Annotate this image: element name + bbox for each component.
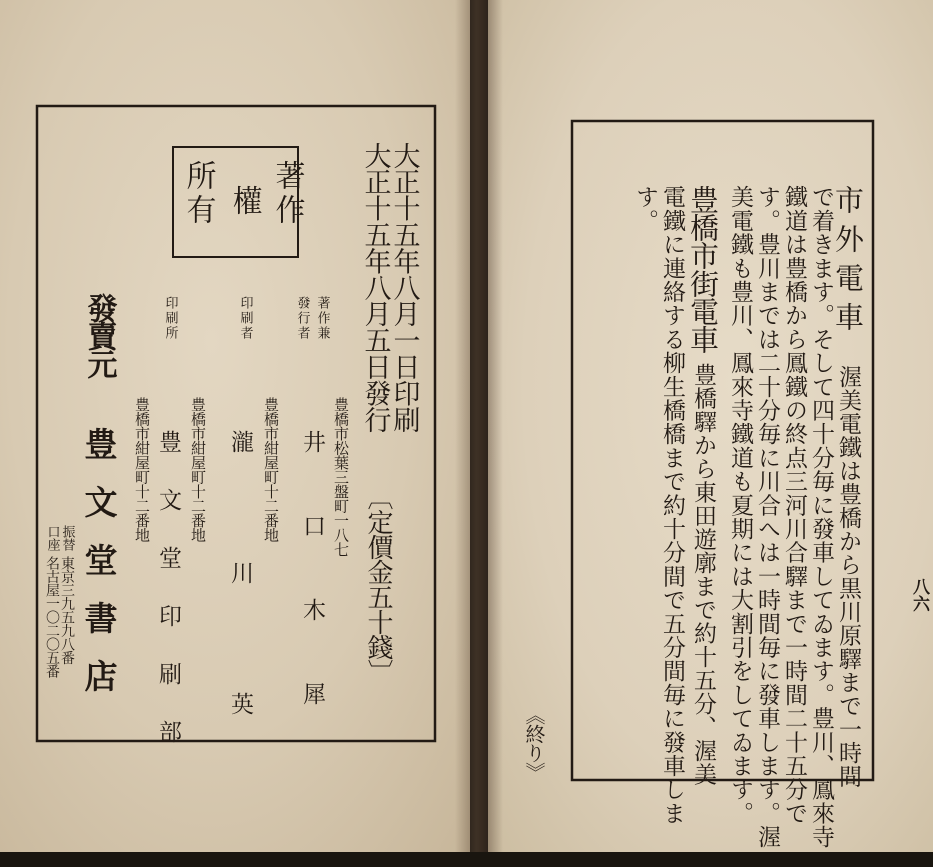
print-date: 大正十五年八月一日印刷 (388, 142, 420, 433)
role-author-line2: 發行者 (294, 296, 310, 341)
author-address: 豊橋市松葉三盤町一八七 (332, 397, 350, 557)
copyright-text-3: 所有 (180, 160, 216, 228)
printer-address: 豊橋市紺屋町十二番地 (262, 397, 280, 542)
paragraph-2-line-1: 豊橋驛から東田遊廓まで約十五分、渥美 (690, 363, 716, 786)
paragraph-1-line-1: 渥美電鐵は豊橋から黒川原驛まで一時間 (835, 365, 861, 788)
role-print-shop: 印刷所 (162, 296, 178, 341)
copyright-text-2: 權 (226, 185, 262, 215)
print-shop-address: 豊橋市紺屋町十二番地 (189, 397, 207, 542)
end-mark: 《終り》 (522, 705, 546, 781)
price: 〔定價金五十錢〕 (363, 484, 393, 684)
role-author-line1: 著作兼 (314, 296, 330, 341)
print-shop-name: 豊文堂印刷部 (155, 430, 181, 778)
page-number: 八六 (909, 578, 929, 612)
heading-suburban-trains: 市外電車 (831, 185, 865, 341)
author-name: 井口木犀 (299, 430, 325, 766)
paragraph-1-line-5: 美電鐵も豊川、鳳來寺鐵道も夏期には大割引をしてゐます。 (727, 185, 753, 825)
paragraph-2-line-2: 電鐵に連絡する柳生橋橋まで約十分間で五分間毎に發車しま (659, 185, 685, 825)
printer-name: 瀧川英 (227, 430, 253, 823)
account-number-2: 名古屋一〇二〇五番 (44, 556, 60, 678)
role-printer: 印刷者 (237, 296, 253, 341)
account-label-2: 口座 (44, 525, 60, 551)
heading-city-trams: 豊橋市街電車 (686, 185, 720, 353)
distributor-address: 豊橋市紺屋町十二番地 (133, 397, 151, 542)
paragraph-1-line-4: す。豊川までは二十分毎に川合へは一時間毎に發車します。渥 (754, 185, 780, 849)
account-number-1: 東京三九五九八番 (59, 556, 75, 664)
distributor-name: 豊文堂書店 (79, 427, 119, 717)
paragraph-1-line-3: 鐵道は豊橋から鳳鐵の終点三河川合驛まで一時間二十五分で (781, 185, 807, 825)
publish-date: 大正十五年八月五日發行 (359, 142, 391, 433)
paragraph-1-line-2: で着きます。そして四十分毎に發車してゐます。豊川、鳳來寺 (808, 185, 834, 849)
paragraph-2-line-3: す。 (632, 185, 658, 233)
distributor-label: 發賣元 (81, 293, 117, 377)
account-label-1: 振替 (59, 525, 75, 551)
copyright-text-1: 著作 (269, 160, 305, 228)
